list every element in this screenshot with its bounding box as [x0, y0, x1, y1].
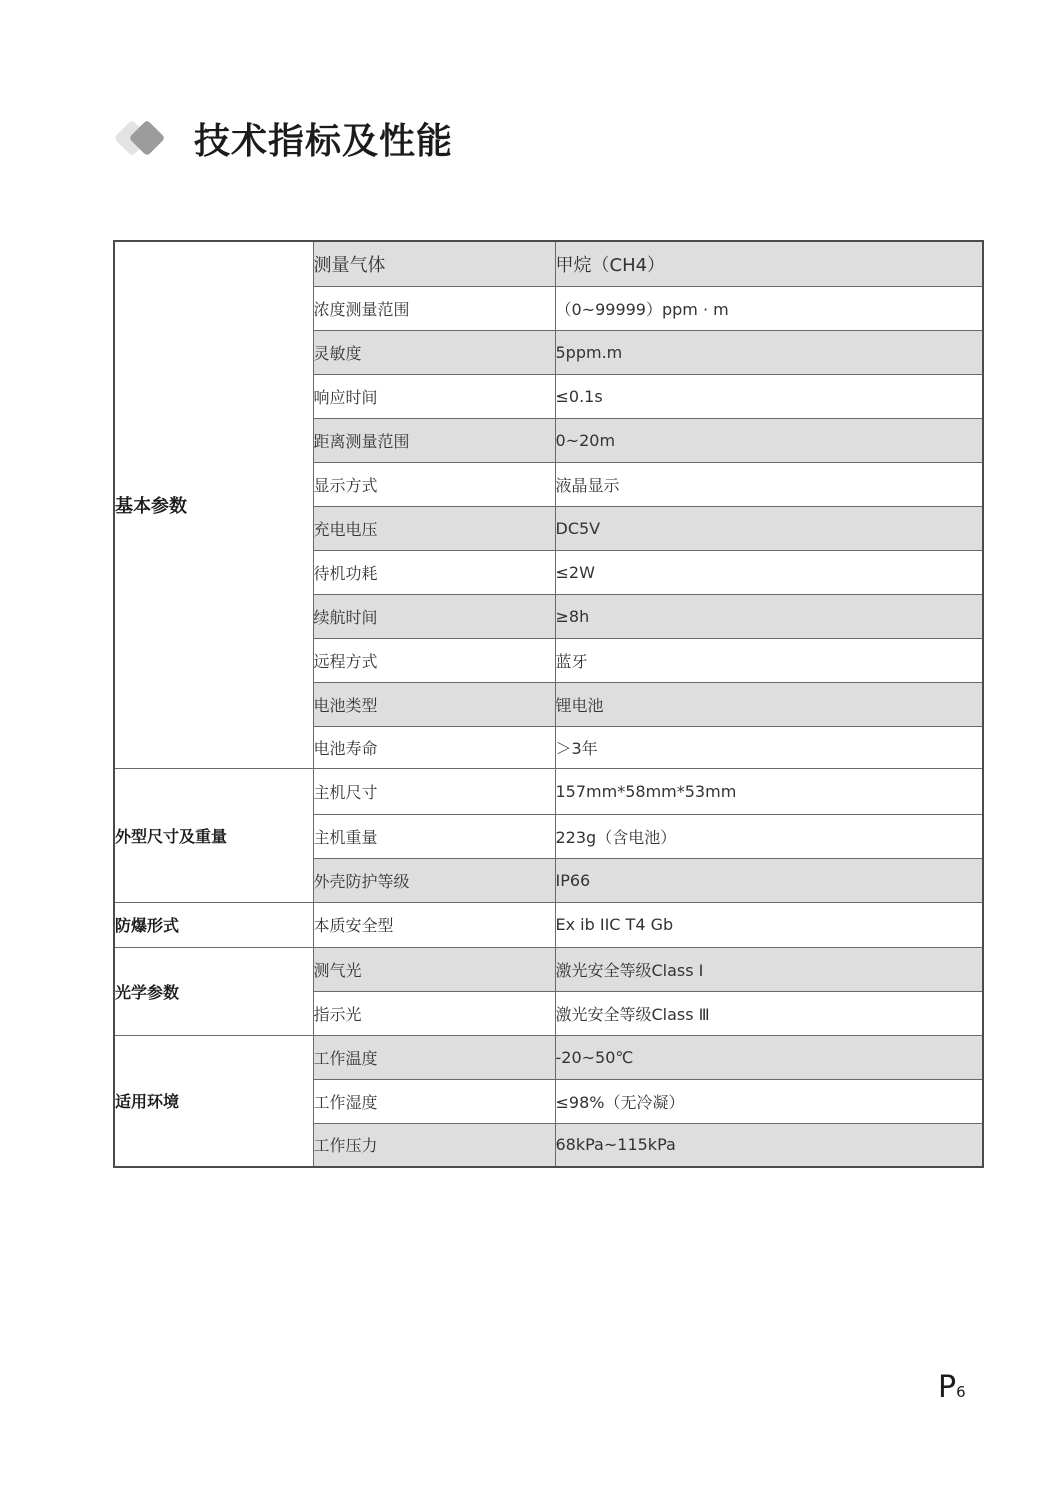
param-value: DC5V — [555, 506, 983, 550]
group-label: 基本参数 — [114, 241, 313, 768]
param-value: IP66 — [555, 858, 983, 902]
param-value: ≤98%（无冷凝） — [555, 1079, 983, 1123]
param-name: 远程方式 — [313, 638, 555, 682]
param-value: 液晶显示 — [555, 462, 983, 506]
param-name: 主机尺寸 — [313, 768, 555, 814]
param-value: 5ppm.m — [555, 330, 983, 374]
param-name: 显示方式 — [313, 462, 555, 506]
param-name: 充电电压 — [313, 506, 555, 550]
param-name: 电池类型 — [313, 682, 555, 726]
param-name: 外壳防护等级 — [313, 858, 555, 902]
param-value: ≥8h — [555, 594, 983, 638]
page-letter: P — [938, 1370, 957, 1405]
param-name: 灵敏度 — [313, 330, 555, 374]
param-value: Ex ib IIC T4 Gb — [555, 902, 983, 947]
param-value: ≤0.1s — [555, 374, 983, 418]
page-digit: 6 — [956, 1383, 966, 1401]
group-label: 适用环境 — [114, 1035, 313, 1167]
param-value: 68kPa~115kPa — [555, 1123, 983, 1167]
param-name: 工作温度 — [313, 1035, 555, 1079]
group-label: 防爆形式 — [114, 902, 313, 947]
table-row — [114, 947, 983, 991]
param-name: 待机功耗 — [313, 550, 555, 594]
param-value: 激光安全等级Class Ⅲ — [555, 991, 983, 1035]
param-name: 测量气体 — [313, 241, 555, 286]
group-label: 外型尺寸及重量 — [114, 768, 313, 902]
param-name: 测气光 — [313, 947, 555, 991]
param-value: （0~99999）ppm · m — [555, 286, 983, 330]
param-value: 锂电池 — [555, 682, 983, 726]
param-name: 响应时间 — [313, 374, 555, 418]
param-name: 浓度测量范围 — [313, 286, 555, 330]
diamond-bullet-icon — [112, 118, 172, 158]
param-value: 157mm*58mm*53mm — [555, 768, 983, 814]
param-name: 工作湿度 — [313, 1079, 555, 1123]
param-name: 续航时间 — [313, 594, 555, 638]
param-value: 0~20m — [555, 418, 983, 462]
table-row — [114, 768, 983, 814]
param-name: 电池寿命 — [313, 726, 555, 768]
table-row — [114, 902, 983, 947]
group-label: 光学参数 — [114, 947, 313, 1035]
param-value: 甲烷（CH4） — [555, 241, 983, 286]
param-value: 223g（含电池） — [555, 814, 983, 858]
param-name: 本质安全型 — [313, 902, 555, 947]
page-number — [938, 1370, 966, 1405]
param-name: 主机重量 — [313, 814, 555, 858]
spec-table — [113, 240, 984, 1168]
page-title: 技术指标及性能 — [194, 120, 454, 162]
param-value: -20~50℃ — [555, 1035, 983, 1079]
table-row — [114, 1035, 983, 1079]
param-value: ＞3年 — [555, 726, 983, 768]
table-row — [114, 241, 983, 286]
param-name: 工作压力 — [313, 1123, 555, 1167]
param-value: ≤2W — [555, 550, 983, 594]
param-value: 蓝牙 — [555, 638, 983, 682]
param-name: 距离测量范围 — [313, 418, 555, 462]
section-heading — [112, 112, 453, 164]
param-name: 指示光 — [313, 991, 555, 1035]
param-value: 激光安全等级Class Ⅰ — [555, 947, 983, 991]
